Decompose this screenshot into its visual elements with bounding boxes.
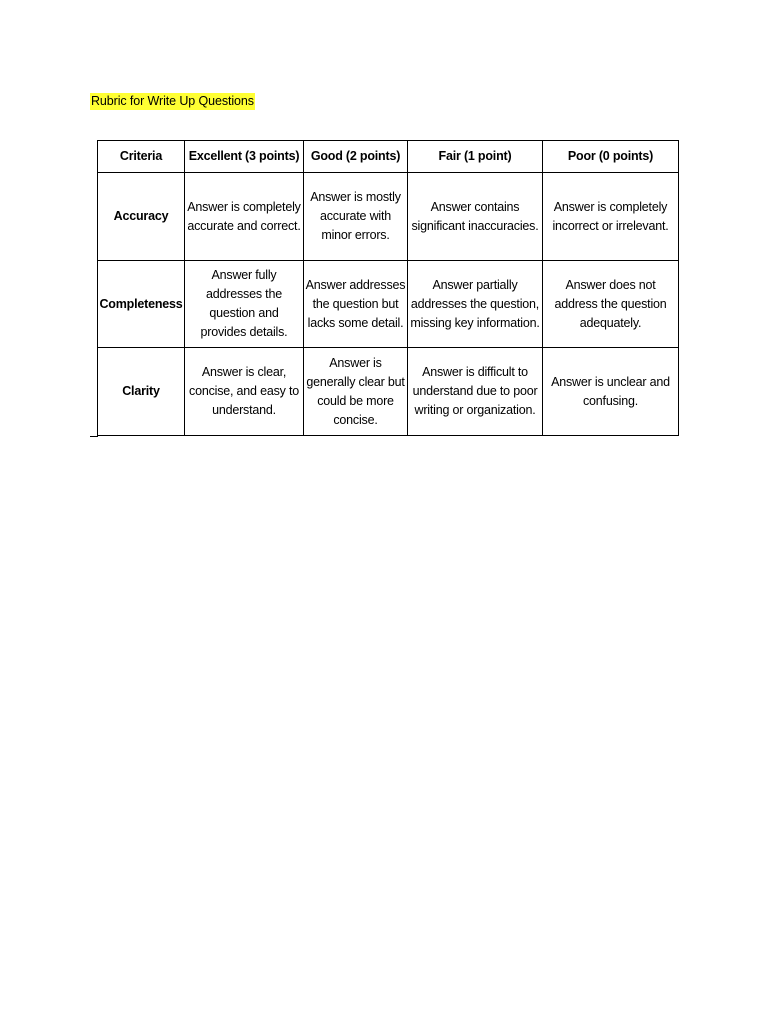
poor-cell: Answer is unclear and confusing. <box>543 348 679 436</box>
header-excellent: Excellent (3 points) <box>185 141 304 173</box>
excellent-cell: Answer fully addresses the question and provides details. <box>185 261 304 348</box>
fair-cell: Answer partially addresses the question, missing key information. <box>408 261 543 348</box>
good-cell: Answer addresses the question but lacks some detail. <box>304 261 408 348</box>
fair-cell: Answer contains significant inaccuracies. <box>408 173 543 261</box>
header-poor: Poor (0 points) <box>543 141 679 173</box>
good-cell: Answer is generally clear but could be more concise. <box>304 348 408 436</box>
fair-cell: Answer is difficult to understand due to poor writing or organization. <box>408 348 543 436</box>
table-edge-rule <box>90 436 98 437</box>
table-row <box>98 261 679 348</box>
criterion-cell: Completeness <box>98 261 185 348</box>
criterion-cell: Accuracy <box>98 173 185 261</box>
document-title <box>90 93 255 110</box>
good-cell: Answer is mostly accurate with minor errors. <box>304 173 408 261</box>
header-criteria: Criteria <box>98 141 185 173</box>
header-good: Good (2 points) <box>304 141 408 173</box>
table-row <box>98 173 679 261</box>
table-row <box>98 348 679 436</box>
poor-cell: Answer is completely incorrect or irrelevant. <box>543 173 679 261</box>
rubric-table <box>97 140 679 436</box>
excellent-cell: Answer is completely accurate and correct. <box>185 173 304 261</box>
poor-cell: Answer does not address the question adequately. <box>543 261 679 348</box>
document-title-text: Rubric for Write Up Questions <box>91 94 254 108</box>
excellent-cell: Answer is clear, concise, and easy to understand. <box>185 348 304 436</box>
rubric-header-row <box>98 141 679 173</box>
header-fair: Fair (1 point) <box>408 141 543 173</box>
criterion-cell: Clarity <box>98 348 185 436</box>
